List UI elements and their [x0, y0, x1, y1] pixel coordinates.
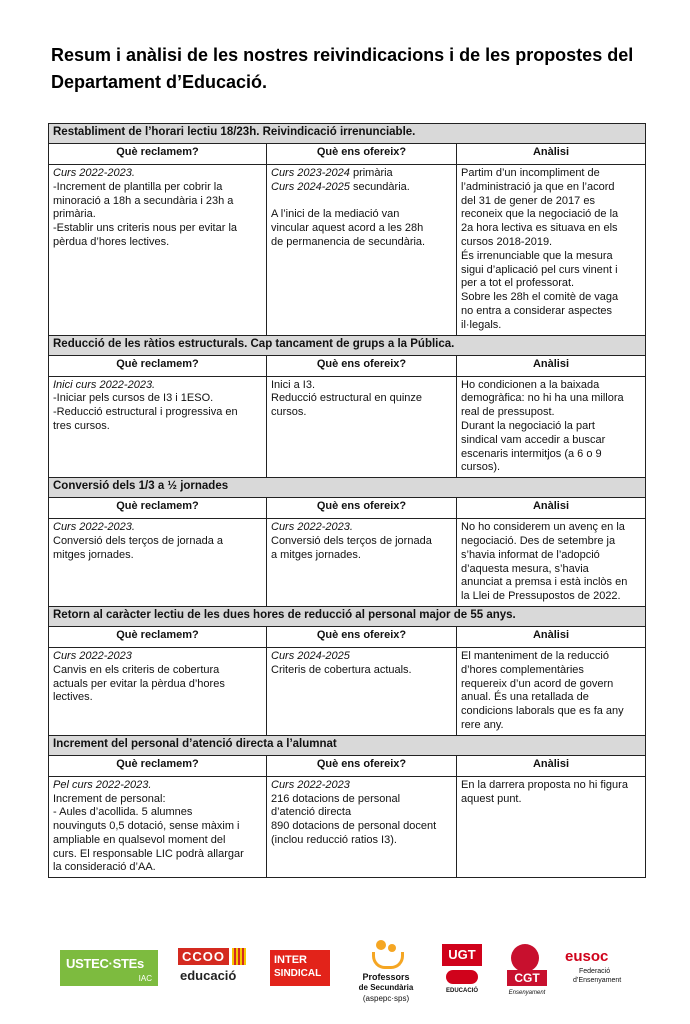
- cell-text-line: cursos 2018-2019.: [461, 235, 553, 248]
- document-title: [51, 42, 651, 96]
- union-logos: [60, 940, 640, 1010]
- cell-analisi: [457, 647, 646, 735]
- column-header: Què reclamem?: [49, 355, 267, 376]
- ugt-logo-name: UGT: [442, 944, 482, 966]
- cell-text-line: Sobre les 28h el comitè de vaga: [461, 291, 619, 304]
- cell-text-rest: primària: [349, 167, 393, 179]
- column-header: Què ens ofereix?: [267, 755, 457, 776]
- column-header: Anàlisi: [457, 355, 646, 376]
- cell-text-line: Increment de personal:: [53, 792, 166, 805]
- cell-reclamem: [49, 776, 267, 878]
- cell-text-line: anunciat a premsa i està inclòs en: [461, 576, 628, 589]
- table-row: [49, 776, 646, 878]
- cell-text-italic: Curs 2024-2025: [271, 180, 350, 193]
- cell-text-line: -Reducció estructural i progressiva en: [53, 406, 238, 419]
- cell-text-line: il·legals.: [461, 318, 502, 331]
- professors-logo-line1: Professors: [362, 972, 410, 982]
- cell-text-line: Conversió dels terços de jornada a: [53, 534, 223, 547]
- cell-text-line: nouvinguts 0,5 dotació, sense màxim i: [53, 820, 240, 833]
- cell-text-line: [271, 181, 452, 195]
- cell-text-line: a mitges jornades.: [271, 548, 361, 561]
- cell-reclamem: [49, 165, 267, 336]
- cell-ofereix: [267, 647, 457, 735]
- cell-text-line: sindical vam accedir a buscar: [461, 433, 606, 446]
- professors-logo-line2: de Secundària: [358, 983, 414, 992]
- title-line-1: Resum i anàlisi de les nostres reivindicacions i de les propostes del: [51, 45, 634, 65]
- cell-text-line: 216 dotacions de personal: [271, 792, 401, 805]
- catalan-flag-icon: [232, 948, 246, 965]
- column-header: Anàlisi: [457, 498, 646, 519]
- column-header: Anàlisi: [457, 755, 646, 776]
- cell-text-line: la Llei de Pressupostos de 2022.: [461, 590, 621, 603]
- cell-text-rest: secundària.: [349, 180, 410, 193]
- cell-text-italic: Curs 2023-2024: [271, 167, 350, 179]
- cell-text-line: lectives.: [53, 691, 93, 704]
- cell-text-line: 890 dotacions de personal docent: [271, 820, 437, 833]
- cell-text-line: requereix d’un acord de govern: [461, 677, 614, 690]
- usoc-logo-name: eusoc: [565, 948, 609, 965]
- cell-text-line: anual. És una retallada de: [461, 691, 589, 704]
- column-header: Anàlisi: [457, 626, 646, 647]
- usoc-logo: [565, 948, 635, 992]
- cell-text-line: Ho condicionen a la baixada: [461, 378, 600, 391]
- cell-text-line: -Establir uns criteris nous per evitar la: [53, 222, 238, 235]
- cell-text-line: condicions laborals que es fa any: [461, 705, 624, 718]
- section-title: Conversió dels 1/3 a ½ jornades: [49, 478, 646, 498]
- table-row: [49, 165, 646, 336]
- column-header: Què ens ofereix?: [267, 498, 457, 519]
- cell-ofereix: [267, 165, 457, 336]
- cell-text-line: minoració a 18h a secundària i 23h a: [53, 194, 234, 207]
- cgt-circle-icon: [511, 944, 539, 972]
- intersindical-logo-line1: INTER: [274, 954, 307, 966]
- cell-text-line: [271, 195, 452, 209]
- cell-analisi: [457, 376, 646, 478]
- cell-text-line: Criteris de cobertura actuals.: [271, 663, 412, 676]
- cell-text-line: curs. El responsable LIC podrà allargar: [53, 847, 244, 860]
- cell-analisi: [457, 776, 646, 878]
- cell-reclamem: [49, 647, 267, 735]
- cell-text-line: cursos).: [461, 461, 501, 474]
- person-icon: [376, 940, 386, 950]
- intersindical-logo-line2: SINDICAL: [274, 968, 322, 979]
- cell-analisi: [457, 165, 646, 336]
- column-header: Què ens ofereix?: [267, 355, 457, 376]
- cell-ofereix: [267, 776, 457, 878]
- column-header-row: [49, 498, 646, 519]
- cgt-logo-sub: Ensenyament: [508, 990, 546, 996]
- cell-text-line: pèrdua d’hores lectives.: [53, 235, 170, 248]
- professors-secundaria-logo: [350, 940, 422, 1010]
- cell-text-line: no entra a considerar aspectes: [461, 304, 613, 317]
- cell-text-line: demogràfica: no hi ha una millora: [461, 392, 624, 405]
- cell-text-line: actuals per evitar la pèrdua d’hores: [53, 677, 225, 690]
- section-title: Increment del personal d’atenció directa a l’alumnat: [49, 735, 646, 755]
- ugt-logo-sub: EDUCACIÓ: [445, 988, 478, 994]
- cell-text-line: escenaris intermitjos (a 6 o 9: [461, 447, 602, 460]
- cell-text-line: primària.: [53, 208, 96, 221]
- cell-text-line: -Iniciar pels cursos de I3 i 1ESO.: [53, 392, 214, 405]
- section-title: Retorn al caràcter lectiu de les dues hores de reducció al personal major de 55 anys.: [49, 606, 646, 626]
- ccoo-logo-sub: educació: [180, 968, 237, 983]
- column-header: Què ens ofereix?: [267, 144, 457, 165]
- cell-text-line: Canvis en els criteris de cobertura: [53, 663, 220, 676]
- cell-text-line: Curs 2022-2023.: [53, 521, 135, 534]
- column-header: Què reclamem?: [49, 755, 267, 776]
- professors-logo-line3: (aspepc·sps): [362, 994, 410, 1003]
- cell-text-line: reconeix que la negociació de la: [461, 208, 619, 221]
- title-line-2: Departament d’Educació.: [51, 72, 268, 92]
- cell-text-line: d’atenció directa: [271, 806, 352, 819]
- cell-text-line: real de pressupost.: [461, 406, 555, 419]
- cell-text-line: negociació. Des de setembre ja: [461, 534, 616, 547]
- cell-text-line: A l’inici de la mediació van: [271, 208, 400, 221]
- cell-text-line: mitges jornades.: [53, 548, 134, 561]
- cell-text-line: ampliable en qualsevol moment del: [53, 833, 226, 846]
- cell-reclamem: [49, 376, 267, 478]
- cell-text-line: vincular aquest acord a les 28h: [271, 222, 424, 235]
- cell-text-line: l’administració ja que en l’acord: [461, 180, 615, 193]
- cell-text-line: s’havia informat de l’adopció: [461, 548, 600, 561]
- cell-text-line: del 31 de gener de 2017 es: [461, 194, 595, 207]
- cell-text-line: d’aquesta mesura, s’havia: [461, 562, 589, 575]
- cell-text-line: Curs 2022-2023: [53, 649, 132, 662]
- cgt-logo: [505, 944, 549, 1004]
- ustec-logo: [60, 950, 158, 986]
- cell-text-line: sigui d’aplicació pel curs vinent i: [461, 263, 618, 276]
- cell-text-line: - Aules d’acollida. 5 alumnes: [53, 806, 193, 819]
- section-title: Reducció de les ràtios estructurals. Cap tancament de grups a la Pública.: [49, 335, 646, 355]
- cell-text-line: Durant la negociació la part: [461, 419, 595, 432]
- cell-text-line: (inclou reducció ratios I3).: [271, 833, 397, 846]
- person-body-icon: [372, 952, 404, 969]
- cell-text-line: No ho considerem un avenç en la: [461, 521, 625, 534]
- cell-text-line: Curs 2022-2023.: [271, 521, 353, 534]
- cell-text-line: Curs 2022-2023: [271, 778, 350, 791]
- cell-ofereix: [267, 376, 457, 478]
- ustec-logo-name: USTEC·STEs: [66, 956, 144, 971]
- section-title: Restabliment de l’horari lectiu 18/23h. Reivindicació irrenunciable.: [49, 124, 646, 144]
- cell-analisi: [457, 519, 646, 607]
- column-header-row: [49, 355, 646, 376]
- handshake-icon: [446, 970, 478, 984]
- ccoo-logo: [178, 948, 250, 988]
- column-header: Què reclamem?: [49, 626, 267, 647]
- cell-text-line: Curs 2024-2025: [271, 649, 350, 662]
- cell-text-line: Partim d’un incompliment de: [461, 167, 600, 179]
- cell-text-line: aquest punt.: [461, 792, 522, 805]
- cgt-logo-name: CGT: [507, 970, 547, 986]
- cell-text-line: de permanencia de secundària.: [271, 235, 426, 248]
- column-header-row: [49, 626, 646, 647]
- cell-text-line: El manteniment de la reducció: [461, 649, 609, 662]
- cell-text-line: tres cursos.: [53, 419, 110, 432]
- cell-ofereix: [267, 519, 457, 607]
- cell-text-line: rere any.: [461, 718, 504, 731]
- intersindical-logo: [270, 950, 330, 986]
- table-row: [49, 376, 646, 478]
- cell-text-line: -Increment de plantilla per cobrir la: [53, 180, 223, 193]
- column-header: Què ens ofereix?: [267, 626, 457, 647]
- cell-text-line: per a tot el professorat.: [461, 277, 575, 290]
- cell-text-line: [271, 167, 452, 181]
- cell-text-line: Inici curs 2022-2023.: [53, 378, 156, 391]
- cell-text-line: En la darrera proposta no hi figura: [461, 778, 628, 791]
- ustec-logo-sub: IAC: [138, 974, 152, 983]
- cell-text-line: cursos.: [271, 406, 307, 419]
- cell-text-line: Reducció estructural en quinze: [271, 392, 423, 405]
- column-header-row: [49, 144, 646, 165]
- cell-reclamem: [49, 519, 267, 607]
- column-header: Què reclamem?: [49, 144, 267, 165]
- person-icon-2: [388, 944, 396, 952]
- cell-text-line: Curs 2022-2023.: [53, 167, 135, 179]
- cell-text-line: 2a hora lectiva es situava en els: [461, 222, 618, 235]
- ugt-logo: [442, 944, 482, 1000]
- table-row: [49, 647, 646, 735]
- column-header: Anàlisi: [457, 144, 646, 165]
- cell-text-line: Conversió dels terços de jornada: [271, 534, 432, 547]
- claims-table: [48, 123, 646, 878]
- column-header-row: [49, 755, 646, 776]
- table-row: [49, 519, 646, 607]
- column-header: Què reclamem?: [49, 498, 267, 519]
- cell-text-line: d’hores complementàries: [461, 663, 584, 676]
- cell-text-line: Pel curs 2022-2023.: [53, 778, 152, 791]
- cell-text-line: Inici a I3.: [271, 378, 316, 391]
- usoc-logo-line2: d’Ensenyament: [573, 977, 622, 984]
- usoc-logo-line1: Federació: [579, 968, 611, 975]
- cell-text-line: És irrenunciable que la mesura: [461, 249, 613, 262]
- cell-text-line: la consideració d’AA.: [53, 861, 156, 874]
- ccoo-logo-name: CCOO: [178, 948, 229, 965]
